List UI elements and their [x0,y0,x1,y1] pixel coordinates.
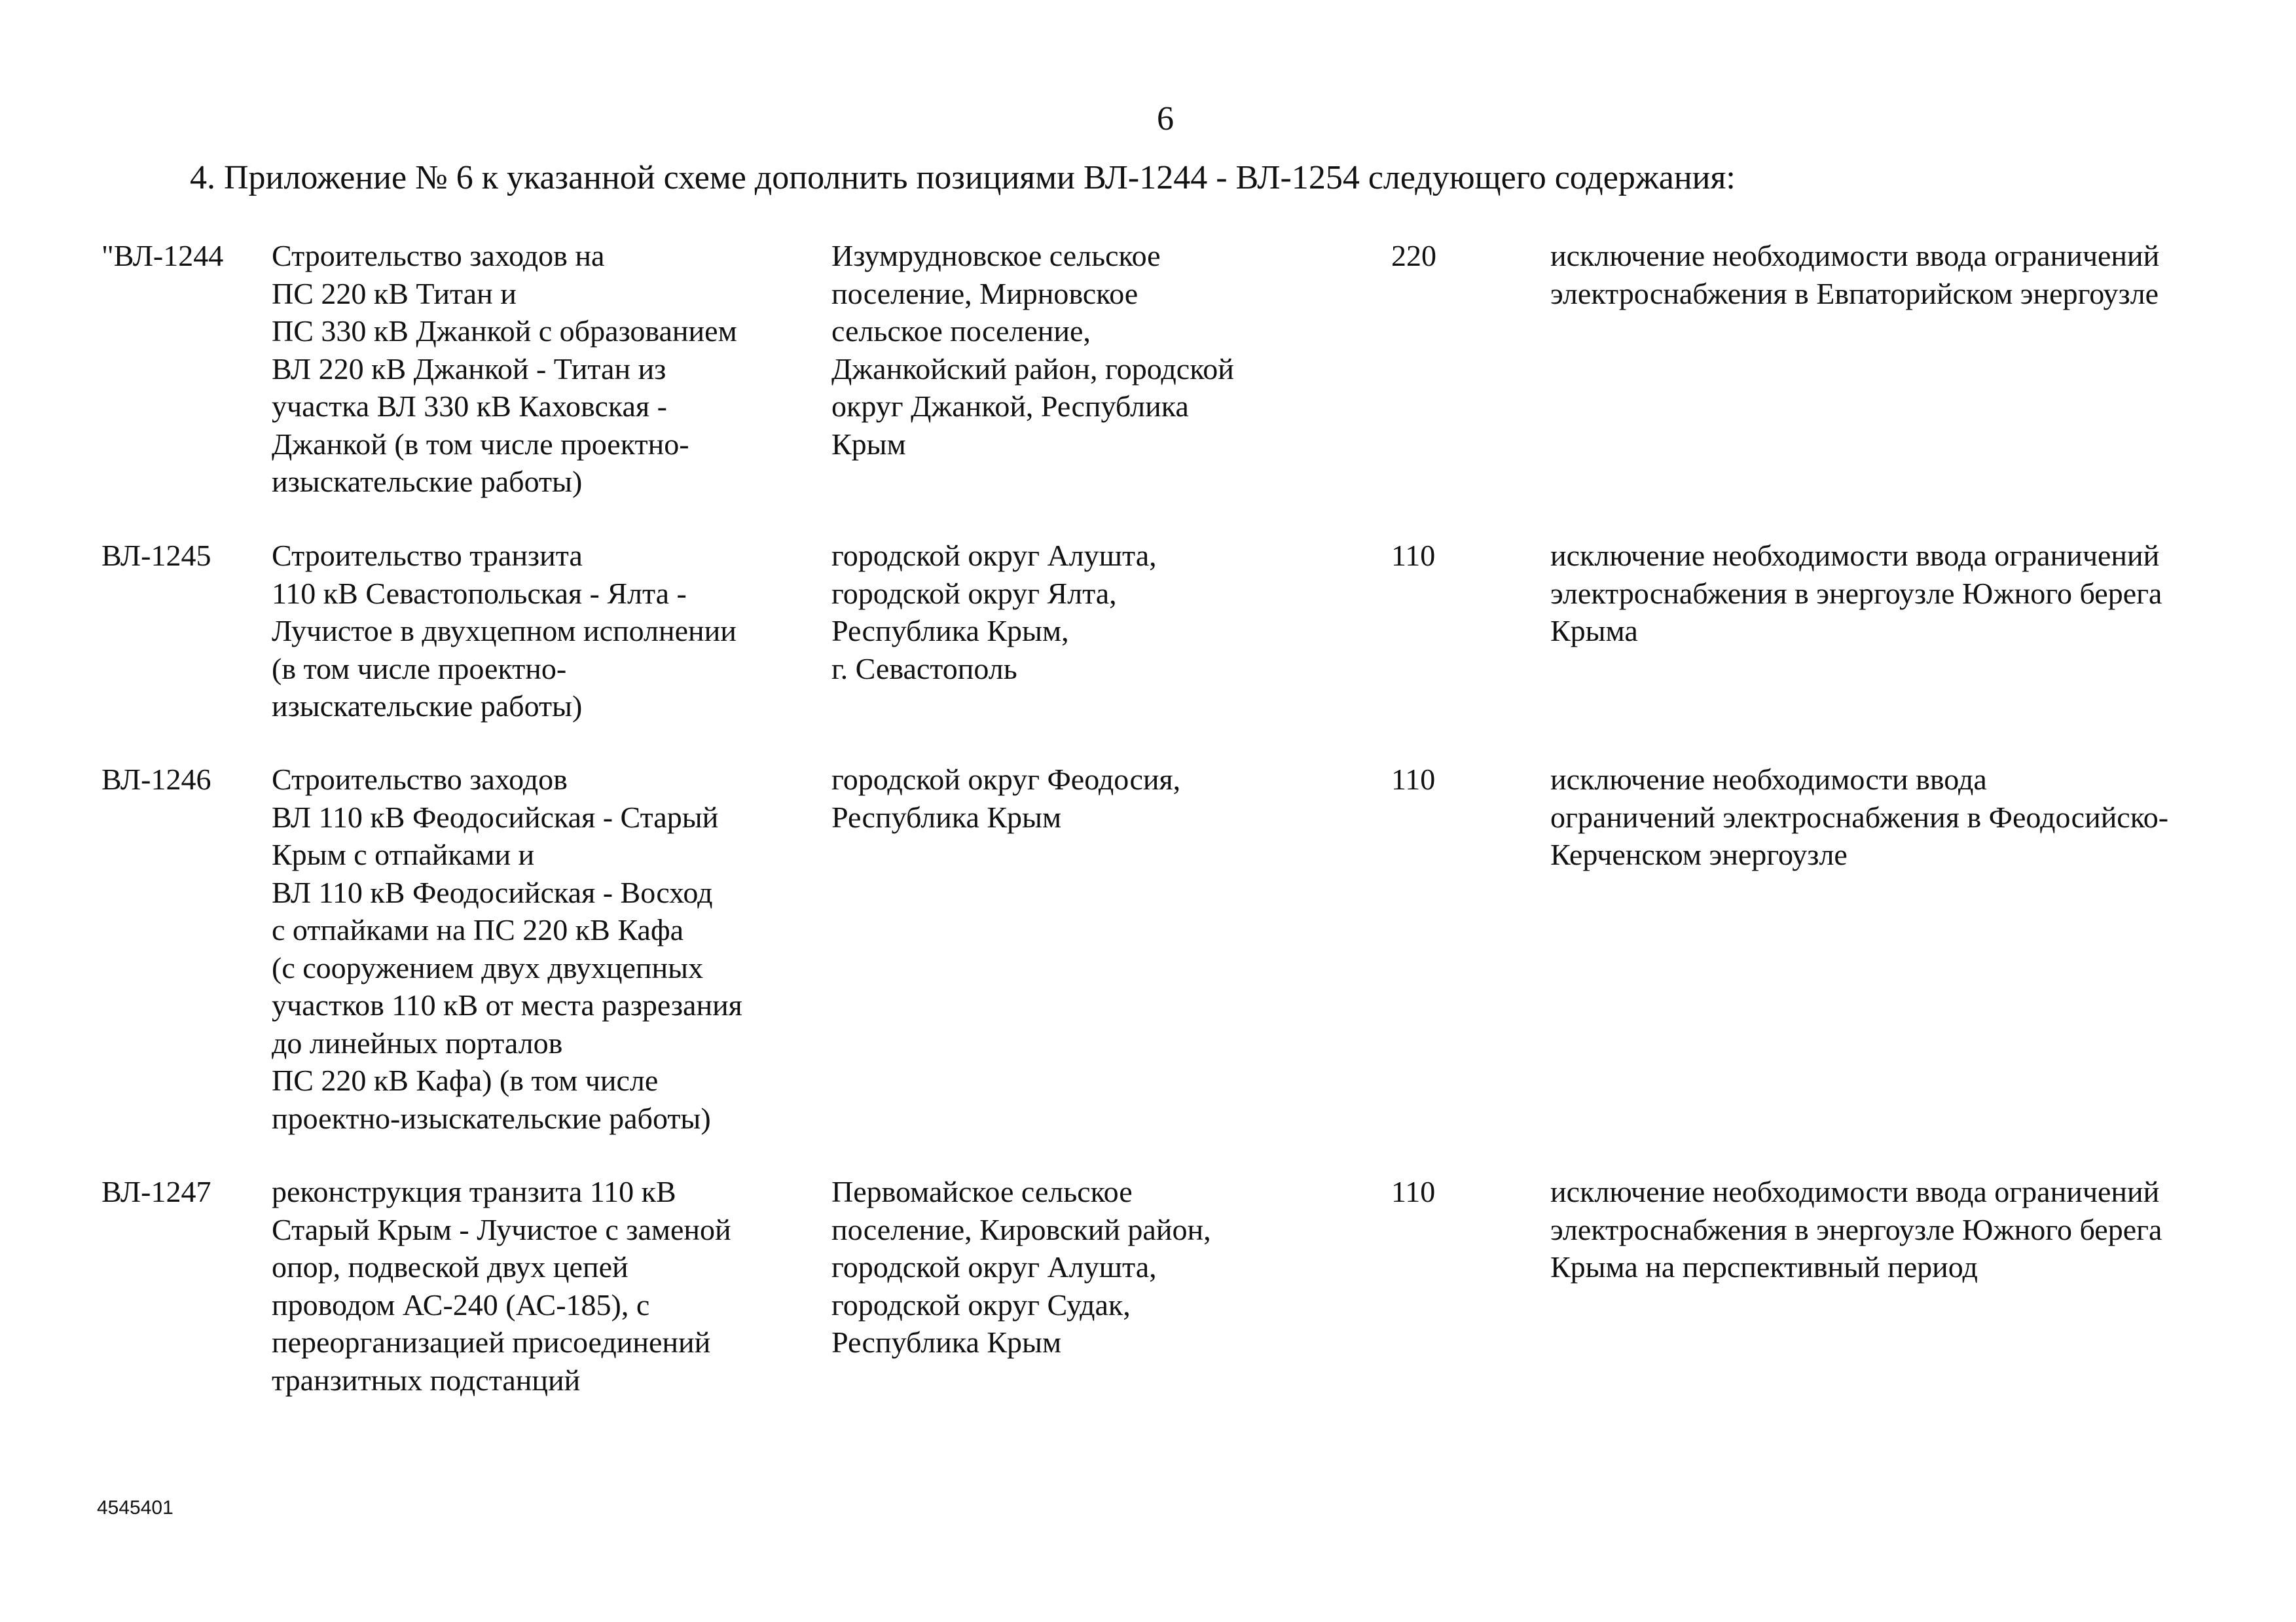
row-location: Изумрудновское сельское поселение, Мирновское сельское поселение, Джанкойский район, городской округ Джанкой, Республика Крым [831,239,1234,461]
row-location: Первомайское сельское поселение, Кировский район, городской округ Алушта, городской округ Судак, Республика Крым [831,1175,1211,1359]
row-description: Строительство заходов ВЛ 110 кВ Феодосийская - Старый Крым с отпайками и ВЛ 110 кВ Феодосийская - Восход с отпайками на ПС 220 кВ Кафа (с сооружением двух двухцепных участков 110 кВ от места разрезания до линейных порталов ПС 220 кВ Кафа) (в том числе проектно-изыскательские работы) [272,763,742,1135]
row-code: ВЛ-1246 [101,763,211,796]
row-purpose: исключение необходимости ввода ограничений электроснабжения в Евпаторийском энергоузле [1550,239,2160,310]
row-purpose: исключение необходимости ввода ограничений электроснабжения в энергоузле Южного берега Крыма [1550,539,2162,647]
row-description: Строительство транзита 110 кВ Севастопольская - Ялта - Лучистое в двухцепном исполнении (в том числе проектно- изыскательские работы) [272,539,737,723]
row-location: городской округ Алушта, городской округ Ялта, Республика Крым, г. Севастополь [831,539,1157,685]
row-purpose: исключение необходимости ввода ограничений электроснабжения в Феодосийско- Керченском энергоузле [1550,763,2169,871]
row-code: ВЛ-1245 [101,539,211,572]
row-description: Строительство заходов на ПС 220 кВ Титан и ПС 330 кВ Джанкой с образованием ВЛ 220 кВ Джанкой - Титан из участка ВЛ 330 кВ Каховская - Джанкой (в том числе проектно- изыскательские работы) [272,239,737,498]
row-code: "ВЛ-1244 [101,239,224,272]
row-voltage: 110 [1391,539,1436,572]
row-voltage: 220 [1391,239,1436,272]
row-voltage: 110 [1391,1175,1436,1208]
row-location: городской округ Феодосия, Республика Крым [831,763,1181,834]
row-purpose: исключение необходимости ввода ограничений электроснабжения в энергоузле Южного берега Крыма на перспективный период [1550,1175,2162,1284]
row-voltage: 110 [1391,763,1436,796]
row-code: ВЛ-1247 [101,1175,211,1208]
page-number: 6 [1157,100,1174,137]
document-id: 4545401 [97,1497,173,1519]
section-heading: 4. Приложение № 6 к указанной схеме дополнить позициями ВЛ-1244 - ВЛ-1254 следующего содержания: [190,159,1736,196]
row-description: реконструкция транзита 110 кВ Старый Крым - Лучистое с заменой опор, подвеской двух цепей проводом АС-240 (АС-185), с переорганизацией присоединений транзитных подстанций [272,1175,731,1397]
